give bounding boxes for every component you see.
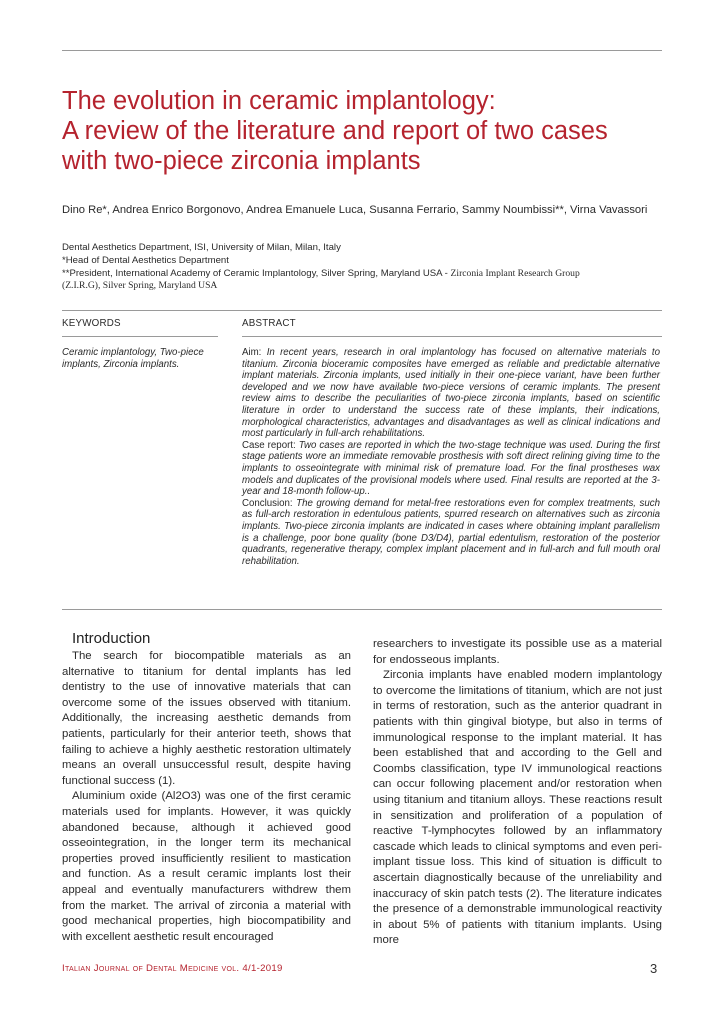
abstract-conclusion — [242, 498, 660, 568]
conclusion-label: Conclusion: — [242, 497, 297, 509]
top-rule — [62, 50, 662, 51]
journal-footer: Italian Journal of Dental Medicine vol. 4/1-2019 — [62, 963, 283, 974]
intro-paragraph-1: The search for biocompatible materials as an alternative to titanium for dental implants has led dentistry to the use of innovative materials that can overcome some of the issues observed with titanium. Additionally, the increasing aesthetic demands from patients, particularly for their anterior teeth, shows that failing to achieve a highly aesthetic restoration ultimately means an overall unsuccessful result, despite having functional success (1). — [62, 650, 351, 787]
title-line-2: A review of the literature and report of two cases — [62, 117, 608, 145]
case-text: Two cases are reported in which the two-stage technique was used. During the first stage patients wore an immediate removable prosthesis with soft direct relining giving time to the implants to osseointegrate with minimal risk of premature load. For the final prostheses wax models and duplicates of the provisional models where used. Final results are reported at the 3-year and 18-month follow-up.. — [242, 439, 660, 498]
intro-paragraph-4: Zirconia implants have enabled modern implantology to overcome the limitations of titanium, which are not just in terms of restoration, such as the anterior quadrant in patients with thin gingival biotype, but also in terms of immunological response to the implant material. It has been established that and according to the Gell and Coombs classification, type IV immunological reactions can occur following placement and/or restoration when using titanium and titanium alloys. These reactions result in sensitization and proliferation of a population of reactive T-lymphocytes followed by an inflammatory cascade which leads to clinical symptoms and even peri-implant tissue loss. This kind of situation is difficult to ascertain diagnostically because of the unreliability and inaccuracy of skin patch tests (2). The literature indicates the presence of a demonstrable immunological reactivity in about 5% of patients with titanium implants. Using more — [373, 669, 662, 947]
case-label: Case report: — [242, 439, 299, 451]
section-rule — [62, 310, 662, 311]
author-list: Dino Re*, Andrea Enrico Borgonovo, Andrea Emanuele Luca, Susanna Ferrario, Sammy Noumbissi**, Virna Vavassori — [62, 204, 648, 216]
intro-paragraph-2: Aluminium oxide (Al2O3) was one of the first ceramic materials used for implants. However, it was quickly abandoned because, although it achieved good osseointegration, in the longer term its mechanical properties proved insufficiently resilient to mastication and function. As a result ceramic implants lost their appeal and eventually manufacturers withdrew them from the market. The arrival of zirconia a material with good mechanical properties, high biocompatibility and with excellent aesthetic result encouraged — [62, 790, 351, 943]
affiliation-3-sans: **President, International Academy of Ceramic Implantology, Silver Spring, Maryland USA - — [62, 267, 451, 279]
abstract-bottom-rule — [62, 609, 662, 610]
conclusion-text: The growing demand for metal-free restorations even for complex treatments, such as full-arch restoration in edentulous patients, spurred research on alternatives such as zirconia implants. Two-piece zirconia implants are indicated in cases where obtaining implant parallelism is a challenge, poor bone quality (bone D3/D4), partial edentulism, restoration of the posterior quadrants, regenerative therapy, complex implant placement and in full-arch and full mouth oral rehabilitation. — [242, 497, 660, 567]
article-title — [62, 86, 672, 176]
affiliation-4: (Z.I.R.G), Silver Spring, Maryland USA — [62, 280, 218, 292]
keywords-heading: KEYWORDS — [62, 318, 121, 329]
keywords-text: Ceramic implantology, Two-piece implants, Zirconia implants. — [62, 347, 204, 371]
affiliation-3 — [62, 268, 682, 281]
abstract-underline — [242, 336, 662, 337]
abstract-aim — [242, 347, 660, 440]
affiliation-3-serif: Zirconia Implant Research Group — [450, 267, 580, 279]
abstract-heading: ABSTRACT — [242, 318, 296, 329]
abstract-case-report — [242, 440, 660, 498]
title-line-1: The evolution in ceramic implantology: — [62, 87, 496, 115]
affiliation-1: Dental Aesthetics Department, ISI, University of Milan, Milan, Italy — [62, 242, 341, 253]
page-number: 3 — [650, 961, 658, 976]
keywords-underline — [62, 336, 218, 337]
aim-text: In recent years, research in oral implantology has focused on alternative materials to titanium. Zirconia bioceramic composites have emerged as reliable and predictable alternative implant materials. Zirconia implants, used initially in their one-piece variant, have been further developed and we now have available two-piece versions of ceramic implants. The present review aims to describe the peculiarities of two-piece zirconia implants, based on scientific literature in order to understand the success rate of these implants, their indications, morphological characteristics, advantages and disadvantages as well as clinical indications and most particularly in full-arch rehabilitations. — [242, 347, 660, 440]
abstract-body — [242, 347, 660, 567]
aim-label: Aim: — [242, 347, 267, 358]
body-column-left — [62, 629, 351, 945]
introduction-heading: Introduction — [72, 630, 151, 647]
intro-paragraph-3: researchers to investigate its possible use as a material for endosseous implants. — [373, 638, 662, 666]
affiliations — [62, 242, 682, 293]
body-column-right — [373, 637, 662, 949]
title-line-3: with two-piece zirconia implants — [62, 147, 421, 175]
affiliation-2: *Head of Dental Aesthetics Department — [62, 254, 229, 266]
